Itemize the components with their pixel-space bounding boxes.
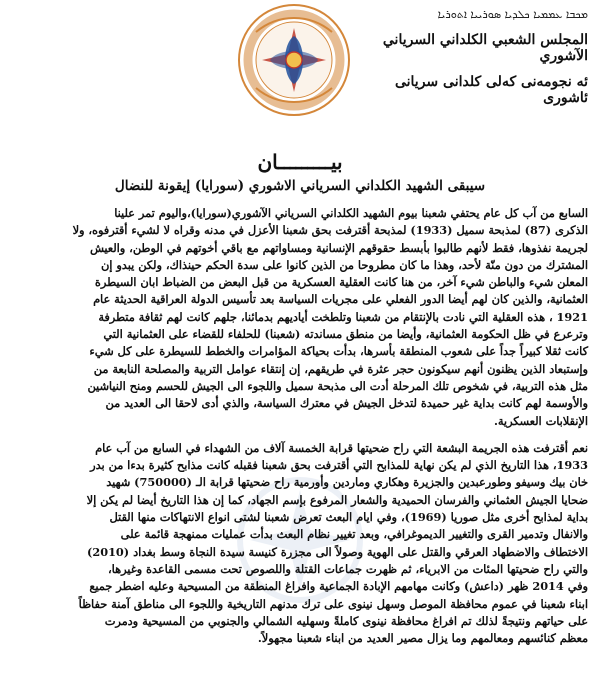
paragraph-line: الإنقلابات العسكرية. xyxy=(493,413,588,428)
document-title: بيـــــــــان xyxy=(257,150,343,174)
paragraph-line: نعم أقترفت هذه الجريمة البشعة التي راح ضحيتها قرابة الخمسة آلاف من الشهداء في السابع من آب عام xyxy=(95,440,588,455)
statement-body xyxy=(20,205,588,647)
organization-header xyxy=(348,8,588,106)
paragraph-line: لجريمة نفذوها، فقط لأنهم طالبوا بأبسط حقوقهم الإنسانية ومساواتهم مع باقي أخوتهم في الوطن، والعيش xyxy=(89,240,588,255)
paragraph-line: معظم كنائسهم ومعالمهم وما يزال مصير العديد من ابناء شعبنا مجهولاً. xyxy=(257,631,588,646)
paragraph-line: بداية لمذابح أخرى مثل صوريا (1969)، وفي ايام البعث تعرض شعبنا لشتى انواع الانتهاكات منها القتل xyxy=(109,510,588,525)
paragraph-line: العثمانية، والذين كان لهم أيضا الدور الفعلي على مجريات السياسة بعد تأسيس الدولة العراقية الحديثة عام xyxy=(93,292,588,307)
paragraph-line: السابع من آب كل عام يحتفي شعبنا بيوم الشهيد الكلداني السرياني الآشوري(سورايا)،واليوم تمر علينا xyxy=(114,206,588,220)
organization-name-arabic: المجلس الشعبي الكلداني السرياني الآشوري xyxy=(382,32,588,64)
paragraph-line: والانفال وتدمير القرى والتغيير الديموغرافي، وبعد تغيير نظام البعث بدأت عمليات ممنهجة قائمة على xyxy=(120,527,588,542)
paragraph-line: وفي 2014 ظهر (داعش) وكانت مهامهم الإبادة الجماعية وافراغ المنطقة من المسيحية وعليه اضطر جميع xyxy=(89,579,588,594)
paragraph-line: كانت ثقلا كبيراً جداً على شعوب المنطقة بأسرها، بدأت بحياكة المؤامرات والخطط للسيطرة على كل شيء xyxy=(89,344,588,359)
document-subtitle: سيبقى الشهيد الكلداني السرياني الاشوري (سورايا) إيقونة للنضال xyxy=(114,178,486,194)
paragraph-line: مثل هذه التربية، في شخوص تلك المرحلة أدت الى مذبحة سميل واللجوء الى الجيش للحسم ومنح النياشين xyxy=(87,378,588,393)
paragraph-line: ضحايا الجيش العثماني والفرسان الحميدية والشعار المرفوع بإسم الجهاد، كما إن هذا التاريخ أيضا لم يكن إلا xyxy=(86,492,588,507)
paragraph-line: المعلن شيء والباطن شيء آخر، من هنا كانت العقلية العسكرية من قبل البعض من الضباط ابان السيطرة xyxy=(94,275,588,290)
paragraph-line: الذكرى (87) لمذبحة سميل (1933) لمذبحة أقترفت بحق شعبنا الأعزل في مدنه وقراه لا لشيء أقترفوه، ولا xyxy=(72,223,588,238)
paragraph-line: والتي راح ضحيتها المئات من الابرياء، ثم ظهرت جماعات القتلة واللصوص تحت مسمى القاعدة وغيرها، xyxy=(108,561,588,576)
organization-name-kurdish: ئه نجومه‌نی که‌لی کلدانی سریانی ئاشوری xyxy=(394,74,588,106)
paragraph-line: الاختطاف والاضطهاد العرقي والقتل على الهوية وصولاً الى مجزرة كنيسة سيدة النجاة وسط بغداد (2010) xyxy=(86,544,588,559)
paragraph-line: 1933، هذا التاريخ الذي لم يكن نهاية للمذابح التي أقترفت بحق شعبنا فقبله كانت مذابح كثيرة بدءا من بدر xyxy=(90,458,588,473)
paragraph-1 xyxy=(20,205,588,430)
paragraph-2 xyxy=(20,440,588,648)
paragraph-line: 1921 ، هذه العقلية التي نادت بالإنتقام من شعبنا وتلطخت أياديهم بدمائنا، جلهم كانت لهم ثقافة متطرفة xyxy=(98,309,588,324)
paragraph-line: على حياتهم ونتيجةً لذلك تم افراغ محافظة نينوى كاملةً وسهليه الشمالي والجنوبي من المسيحية ودمرت xyxy=(104,613,588,628)
paragraph-line: خان بيك وسيفو وطورعبدين والجزيرة وهكاري وماردين وأورمية راح ضحيتها قرابة الـ (750000) شهيد xyxy=(106,475,588,490)
paragraph-line: والأوسمة لهم كانت بداية غير حميدة لتدخل الجيش في معترك السياسة، والذي أدى لاحقا الى العديد من xyxy=(105,396,588,411)
paragraph-line: المشترك من دون منّة لأحد، وهذا ما كان مطروحا من الذين كانوا على سدة الحكم حينذاك، ولكن يبدو إن xyxy=(100,257,588,272)
paragraph-line: ابناء شعبنا في عموم محافظة الموصل وسهل نينوى على ترك مدنهم التاريخية واللجوء الى مناطق آمنة حفاظاً xyxy=(78,596,588,611)
organization-logo xyxy=(234,0,354,120)
paragraph-line: وإستبعاد الذين يظنون أنهم سيكونون حجر عثرة في طريقهم، إن إنتقاء عوامل التربية والمصلحة النابعة من xyxy=(93,361,588,376)
organization-name-syriac: ܡܟܒܐ ܥܡܡܝܐ ܟܠܕܝܐ ܣܘܪܝܝܐ ܐܬܘܪܝܐ xyxy=(437,8,588,21)
organization-emblem-icon xyxy=(239,5,349,115)
paragraph-line: وترعرع في ظل الحكومة العثمانية، وأيضا من منطق مساندته (شعبنا) للحلفاء للقضاء على العثمانية التي xyxy=(103,327,588,342)
